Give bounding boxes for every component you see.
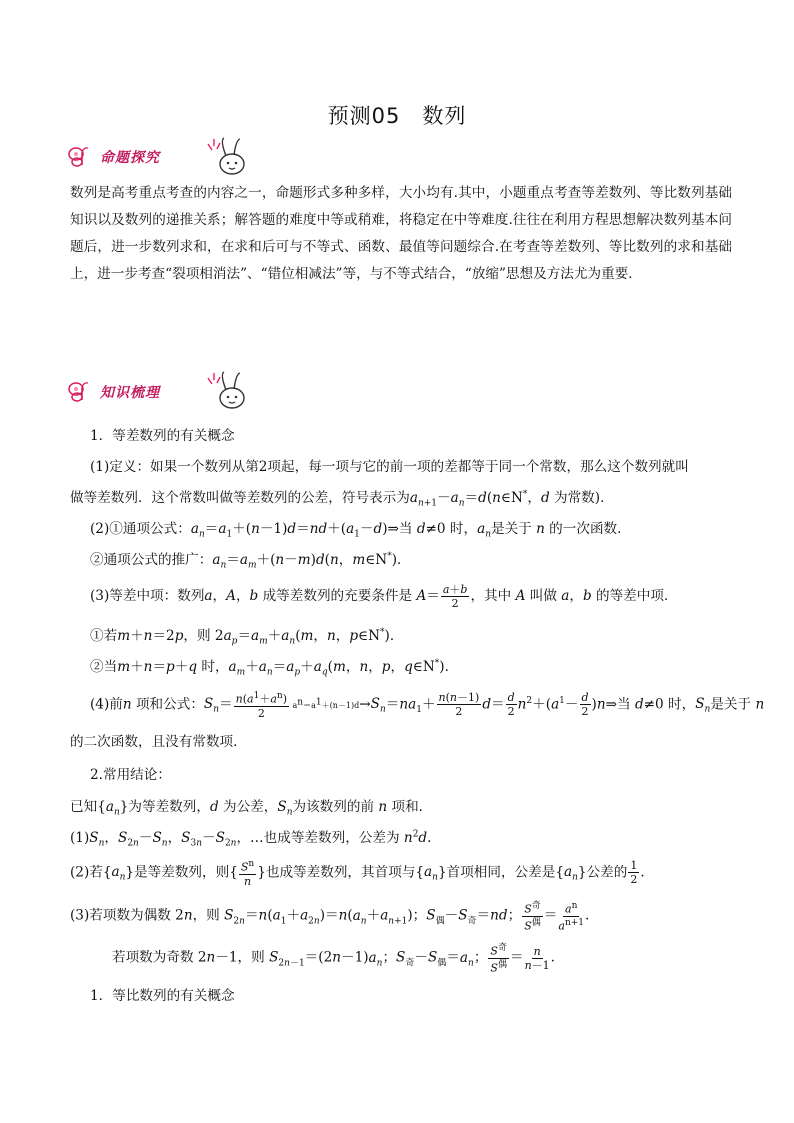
heading-arithmetic: 1．等差数列的有关概念 [90, 428, 235, 444]
heading-geometric: 1．等比数列的有关概念 [90, 988, 235, 1004]
definition-line-1: (1)定义：如果一个数列从第2项起，每一项与它的前一项的差都等于同一个常数，那么这个数列就叫 [90, 459, 689, 475]
butterfly-icon [68, 146, 94, 168]
arithmetic-mean: (3)等差中项：数列a，A，b 成等差数列的充要条件是 A＝ $\frac{a+b}{2}$ ，其中 A 叫做 a，b 的等差中项． [90, 583, 678, 610]
section-badge-proposition [68, 146, 160, 168]
section-badge-knowledge [68, 381, 160, 403]
sum-formula: (4)前n 项和公式：$S_n=$ $\frac{n(a^1+a^n)}{2}$ $a^n=a^1+(n-1)d\to S_n=na_1+$ $\frac{n(n-1)}{2}$ d＝ $\frac{d}{2}$ $n^2+(a^1-$ $\frac{d}{2}$ )n⇒当 d≠0 时，$S_n$是关于 n [90, 691, 765, 720]
property-2: ②当m＋n＝p＋q 时，$a_m+a_n=a_p+a_q(m$，n，p，q∈N*)． [90, 658, 459, 678]
heading-conclusions: 2.常用结论： [90, 767, 171, 783]
general-term-extension: ②通项公式的推广：$a_n=a_m+(n-m)d(n$，m∈N*)． [90, 551, 411, 571]
butterfly-icon [68, 381, 94, 403]
intro-paragraph: 数列是高考重点考查的内容之一，命题形式多种多样，大小均有.其中，小题重点考查等差数列、等比数列基础知识以及数列的递推关系；解答题的难度中等或稍难，将稳定在中等难度.往往在利用方程思想解决数列基本问题后，进一步数列求和，在求和后可与不等式、函数、最值等问题综合.在考查等差数列、等比数列的求和基础上，进一步考查“裂项相消法”、“错位相减法”等，与不等式结合，“放缩”思想及方法尤为重要． [70, 185, 732, 282]
conclusion-premise: 已知$\{a_n\}$为等差数列，d 为公差，$S_n$为该数列的前 n 项和． [70, 799, 433, 818]
general-term-formula: (2)①通项公式：$a_n=a_1+(n-1)d=nd+(a_1-d)\Rightarrow$当 d≠0 时，$a_n$是关于 n 的一次函数． [90, 521, 631, 540]
page-title: 预测05 数列 [327, 104, 467, 128]
section-label: 知识梳理 [100, 385, 160, 401]
conclusion-1: $(1)S_n$，$S_{2n}-S_n$，$S_{3n}-S_{2n}$，…也成等差数列，公差为 $n^2d$. [70, 829, 432, 849]
conclusion-3-odd: 若项数为奇数 2n－1，则 $S_{2n-1}=(2n-1)a_n$；$S_奇-S_偶=a_n$； $\frac{S^奇}{S^偶}$ ＝ $\frac{n}{n-1}$ . [112, 943, 555, 975]
definition-line-2: 做等差数列．这个常数叫做等差数列的公差，符号表示为$a_{n+1}-a_n=d(n\in N^*$，d 为常数)． [70, 489, 614, 509]
section-label: 命题探究 [100, 150, 160, 166]
rabbit-mascot-icon [206, 370, 250, 412]
sum-formula-continued: 的二次函数，且没有常数项． [70, 734, 247, 750]
conclusion-2: (2)若$\{a_n\}$是等差数列，则{ $\frac{S^n}{n}$ }也成等差数列，其首项与$\{a_n\}$首项相同，公差是$\{a_n\}$公差的 $\frac{1}{2}$ . [70, 859, 645, 888]
property-1: ①若m＋n＝2p，则 $2a_p=a_m+a_n(m$，n，p∈N*)． [90, 627, 404, 647]
conclusion-3-even: (3)若项数为偶数 2n，则 $S_{2n}=n(a_1+a_{2n})=n(a_n+a_{n+1})$；$S_偶-S_奇=nd$； $\frac{S^奇}{S^偶}$ ＝ $\frac{a^n}{a^{n+1}}$ . [70, 901, 590, 933]
rabbit-mascot-icon [206, 136, 250, 178]
